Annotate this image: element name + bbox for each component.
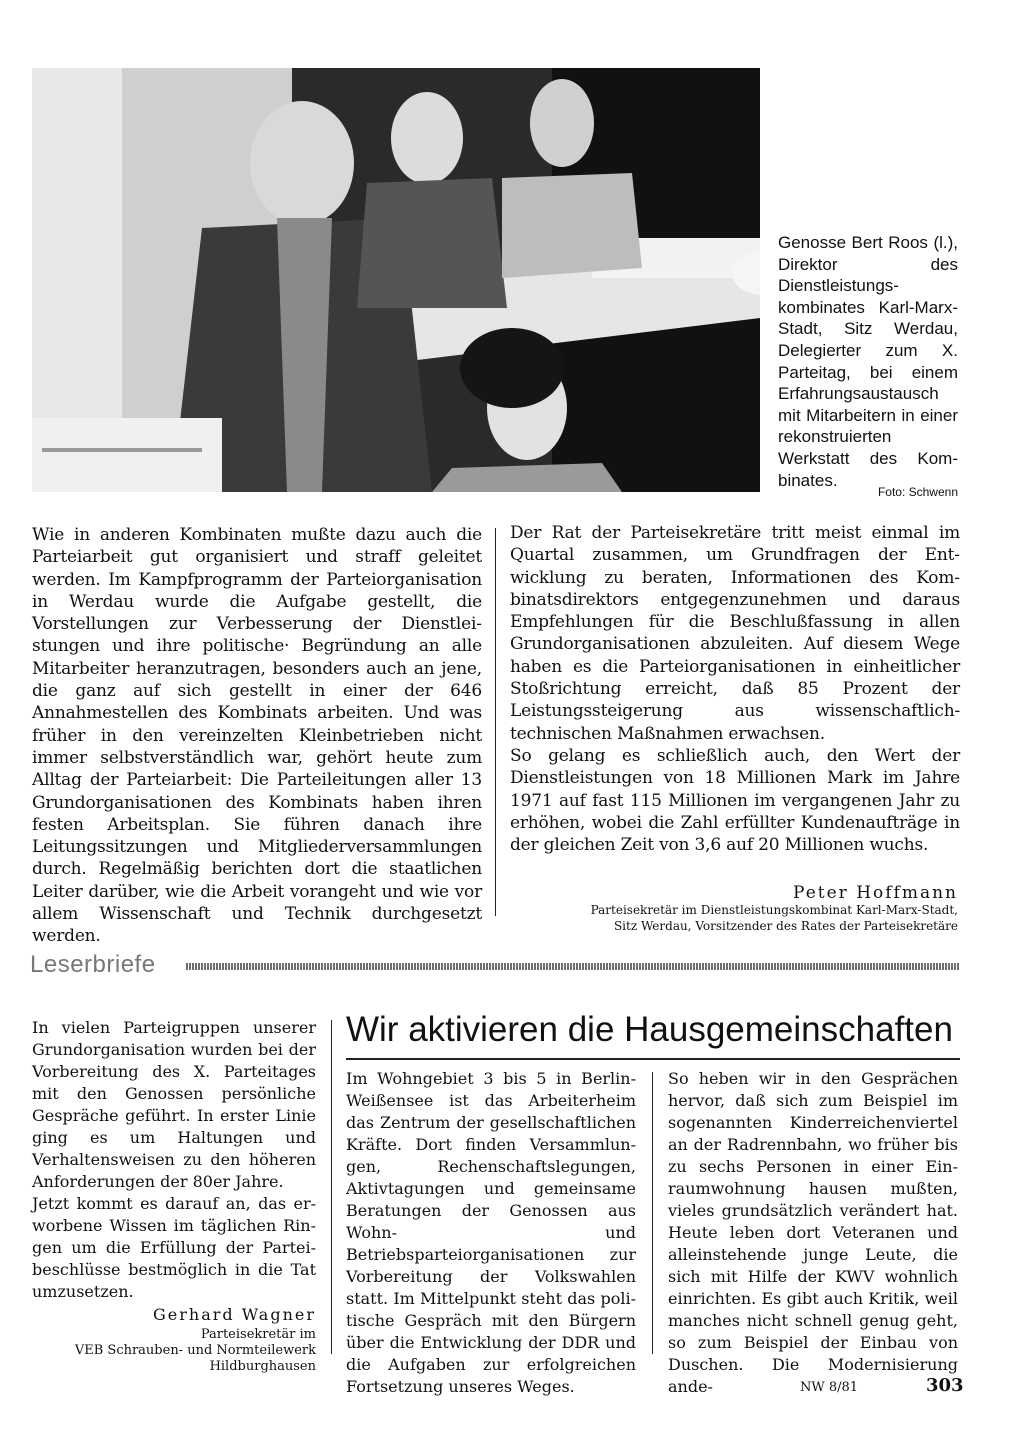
article-column-left: [32, 524, 482, 948]
reader-letter: [32, 1017, 316, 1303]
article-photo: [32, 68, 760, 492]
author-role-line: Sitz Werdau, Vorsitzender des Rates der Parteisekretäre: [613, 919, 958, 933]
article-paragraph: So gelang es schließlich auch, den Wert der Dienstleistungen von 18 Millionen Mark im Jahre 1971 auf fast 115 Millionen im vergangenen Jahr zu erhöhen, wobei die Zahl erfüllter Kundenaufträge in der gleichen Zeit von 3,6 auf 20 Millionen wuchs.: [510, 745, 960, 856]
column-divider: [652, 1072, 653, 1354]
section-title: Leserbriefe: [30, 951, 156, 978]
photo-credit: Foto: Schwenn: [877, 485, 958, 499]
letter-role-line: VEB Schrauben- und Normteilewerk: [74, 1343, 316, 1358]
issue-label: NW 8/81: [800, 1380, 859, 1395]
article-headline: Wir aktivieren die Hausgemeinschaften: [346, 1010, 953, 1049]
article-column-right: [510, 522, 960, 856]
letter-paragraph: In vielen Parteigruppen unserer Grundorganisation wurden bei der Vorbereitung des X. Parteitages mit den Genossen persönliche Gespräche geführt. In erster Linie ging es um Haltungen und Verhaltensweisen zu den höheren Anforderungen der 80er Jahre.: [32, 1018, 316, 1191]
section-rule: [186, 963, 960, 970]
letter-author-name: Gerhard Wagner: [153, 1305, 316, 1324]
article2-column-left: Im Wohngebiet 3 bis 5 in Berlin-Weißensee ist das Arbeiterheim das Zentrum der gesellschaftlichen Kräfte. Dort finden Versammlungen, Rechenschaftslegungen, Aktivtagungen und gemeinsame Beratungen der Genossen aus Wohn- und Betriebsparteiorganisationen zur Vorbereitung der Volkswahlen statt. Im Mittelpunkt steht das politische Gespräch mit den Bürgern über die Entwicklung der DDR und die Aufgaben zur erfolgreichen Fortsetzung unseres Weges.: [346, 1069, 636, 1396]
letter-role-line: Hildburghausen: [209, 1359, 316, 1374]
page-number: 303: [926, 1375, 964, 1396]
letter-paragraph: Jetzt kommt es darauf an, das erworbene Wissen im täglichen Ringen um die Erfüllung der Parteibeschlüsse bestmöglich in die Tat umzusetzen.: [32, 1194, 316, 1301]
article-paragraph: Wie in anderen Kombinaten mußte dazu auch die Parteiarbeit gut organisiert und straff geleitet werden. Im Kampfprogramm der Parteiorganisation in Werdau wurde die Aufgabe gestellt, die Vorstellungen zur Verbesserung der Dienstleistungen und ihre politische· Begründung an alle Mitarbeiter heranzutragen, besonders auch an jene, die ganz auf sich gestellt in einer der 646 Annahmestellen des Kombinats arbeiten. Und was früher in den vereinzelten Kleinbetrieben nicht immer selbstverständlich war, gehört heute zum Alltag der Parteiarbeit: Die Parteileitungen aller 13 Grundorganisationen des Kombinats haben ihren festen Arbeitsplan. Sie führen danach ihre Leitungssitzungen und Mitgliederversammlungen durch. Regelmäßig berichten dort die staatlichen Leiter darüber, wie die Arbeit vorangeht und wie vor allem Wissenschaft und Technik durchgesetzt werden.: [32, 525, 482, 947]
photo-image: [32, 68, 760, 492]
headline-rule: [346, 1058, 960, 1060]
letter-role-line: Parteisekretär im: [200, 1327, 316, 1342]
author-name: Peter Hoffmann: [793, 883, 958, 903]
column-divider: [331, 1020, 332, 1354]
article-paragraph: Der Rat der Parteisekretäre tritt meist einmal im Quartal zusammen, um Grundfragen der Entwicklung zu beraten, Informationen des Kombinatsdirektors entgegenzunehmen und daraus Empfehlungen für die Beschlußfassung in allen Grundorganisationen abzuleiten. Auf diesem Wege haben es die Parteiorganisationen in einheitlicher Stoßrichtung erreicht, daß 85 Prozent der Leistungssteigerung aus wissenschaftlich-technischen Maßnahmen erwachsen.: [510, 523, 960, 744]
photo-caption: Genosse Bert Roos (l.), Direktor des Dienstleistungskombinates Karl-Marx-Stadt, Sitz Werdau, Delegierter zum X. Parteitag, bei einem Erfahrungsaustausch mit Mitarbeitern in einer rekonstruierten Werkstatt des Kombinates.: [778, 233, 958, 490]
column-divider: [495, 528, 496, 916]
letter-author-role: [60, 1327, 316, 1375]
article2-column-right: So heben wir in den Gesprächen hervor, daß sich zum Beispiel im sogenannten Kinderreichenviertel an der Radrennbahn, wo früher bis zu sechs Personen in einer Einraumwohnung hausen mußten, vieles grundsätzlich verändert hat. Heute leben dort Veteranen und alleinstehende junge Leute, die sich mit Hilfe der KWV wohnlich einrichten. Es gibt auch Kritik, weil manches nicht schnell genug geht, so zum Beispiel der Einbau von Duschen. Die Modernisierung ande-: [668, 1069, 958, 1396]
author-role-line: Parteisekretär im Dienstleistungskombinat Karl-Marx-Stadt,: [590, 903, 958, 917]
author-role: [510, 902, 958, 934]
